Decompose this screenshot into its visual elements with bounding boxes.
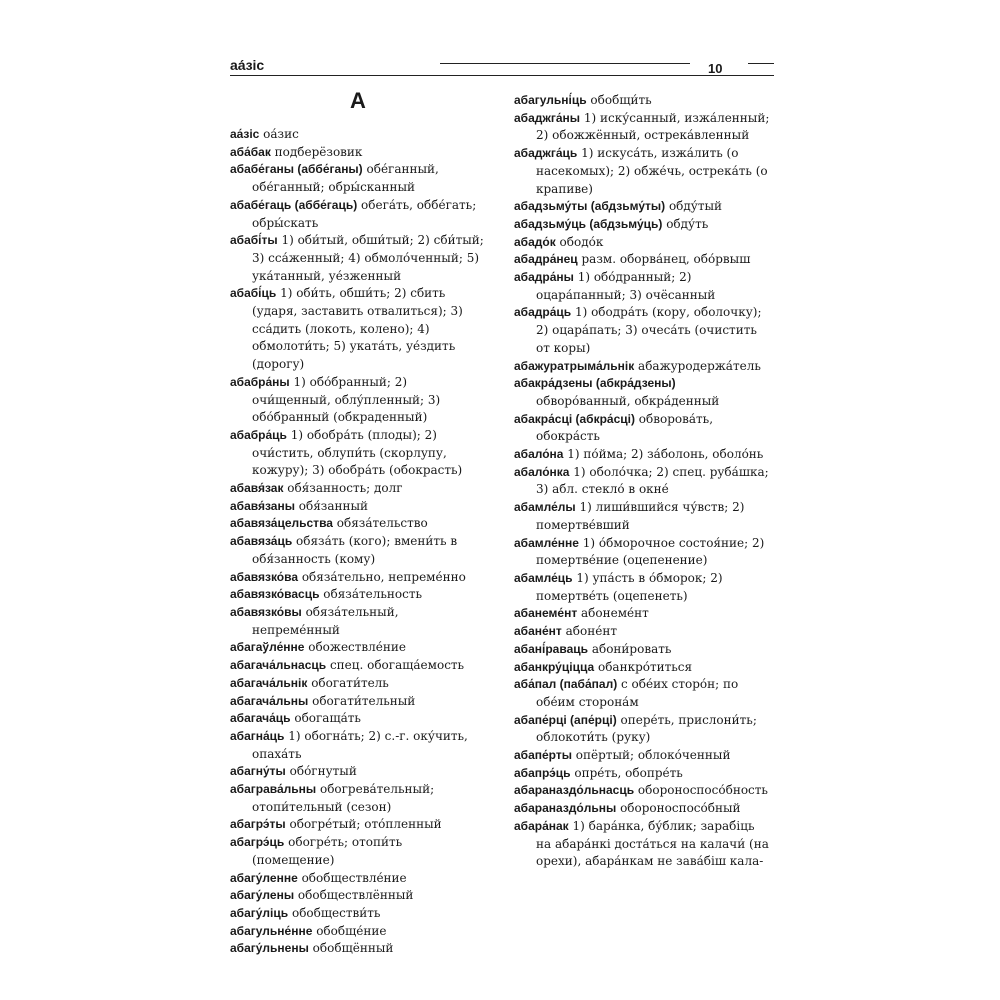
dictionary-entry [230,515,486,533]
dictionary-entry [514,411,770,446]
dictionary-entry [514,269,770,304]
dictionary-entry [514,304,770,357]
dictionary-entry [230,693,486,711]
dictionary-entry [514,623,770,641]
translation: обогре́ть; отопи́ть (помещение) [252,835,403,867]
translation: 1) упа́сть в о́бморок; 2) помертве́ть (оцепенеть) [536,570,723,603]
dictionary-entry [230,285,486,374]
dictionary-entry [230,710,486,728]
translation: обогре́тый; ото́пленный [285,817,442,832]
translation: обе́ганный, обе́ганный; обры́сканный [252,162,439,195]
translation: опере́ть, прислони́ть; облокоти́ть (руку) [536,712,757,745]
headword: абагача́льнасць [230,658,327,673]
translation: обворо́ванный, обкра́денный [536,393,720,408]
headword: абадра́нец [514,252,578,267]
headword: абагульні́ць [514,93,587,107]
headword: абамле́лы [514,500,576,515]
dictionary-entry [230,728,486,763]
dictionary-entry [230,781,486,816]
translation: обобщённый [308,941,394,956]
headword: абагрэ́ты [230,817,286,832]
translation: обороноспосо́бный [616,801,741,816]
dictionary-entry [230,197,486,232]
translation: обду́тый [665,199,723,214]
dictionary-entry [514,499,770,534]
dictionary-entry [514,641,770,659]
headword: аба́бак [230,144,271,159]
dictionary-entry [514,605,770,623]
dictionary-entry [514,92,770,110]
dictionary-entry [230,657,486,675]
translation: 1) о́бморочное состоя́ние; 2) помертве́ние (оцепенение) [536,535,765,568]
translation: абажуродержа́тель [634,358,761,373]
dictionary-entry [514,659,770,677]
translation: 1) обобра́ть (плоды); 2) очи́стить, облупи́ть (скорлупу, кожуру); 3) обобра́ть (обокрасть) [252,427,463,478]
translation: 1) обогна́ть; 2) с.-г. оку́чить, опаха́ть [252,728,468,761]
headword: абараназдо́льны [514,801,617,816]
dictionary-entry [514,234,770,252]
header-rule [230,75,774,76]
dictionary-entry [514,800,770,818]
dictionary-entry [230,144,486,162]
headword: абагну́ты [230,764,286,779]
translation: обобщи́ть [586,93,652,107]
translation: опёртый; облоко́ченный [571,748,731,763]
headword: абагу́ліць [230,905,289,920]
headword: абавязко́вы [230,604,302,619]
translation: 1) искуса́ть, изжа́лить (о насекомых); 2) обже́чь, острека́ть (о крапиве) [536,146,768,196]
dictionary-entry [230,427,486,480]
translation: обогати́тель [307,675,389,690]
translation: обяза́тельный, непреме́нный [252,604,399,637]
dictionary-entry [514,782,770,800]
header-rule-right [748,63,774,64]
headword: абагна́ць [230,728,285,743]
translation: 1) ободра́ть (кору, оболочку); 2) оцара́пать; 3) очеса́ть (очистить от коры) [536,305,762,355]
translation: обяза́тельно, непреме́нно [298,569,466,584]
dictionary-entry [514,535,770,570]
dictionary-entry [514,712,770,747]
headword: абанеме́нт [514,606,578,621]
dictionary-entry [514,446,770,464]
headword: абагульне́нне [230,923,313,938]
headword: абакра́дзены (абкра́дзены) [514,376,676,391]
headword: абало́на [514,447,564,462]
headword: абавязко́ва [230,569,299,584]
translation: с обе́их сторо́н; по обе́им сторона́м [536,677,739,709]
headword: абабе́гаць (аббе́гаць) [230,197,358,212]
dictionary-entry [230,887,486,905]
headword: абанкру́ціцца [514,659,595,674]
headword: абагача́ць [230,711,291,726]
translation: обогаща́ть [290,711,361,726]
headword: абагрэ́ць [230,835,285,850]
translation: 1) по́йма; 2) за́болонь, оболо́нь [563,447,764,462]
translation: обобществле́ние [297,870,407,885]
headword: абадзьму́ць (абдзьму́ць) [514,216,663,231]
headword: абабі́ты [230,233,278,248]
page-number: 10 [708,61,723,76]
dictionary-entry [230,834,486,869]
dictionary-entry [230,675,486,693]
headword: абабе́ганы (аббе́ганы) [230,162,363,177]
dictionary-entry [230,923,486,941]
headword: абадзьму́ты (абдзьму́ты) [514,199,666,214]
dictionary-entry [514,198,770,216]
dictionary-entry [230,126,486,144]
dictionary-entry [230,498,486,516]
dictionary-entry [514,676,770,711]
translation: обя́занный [294,498,369,513]
translation: обя́занность; долг [283,481,403,496]
headword: абане́нт [514,624,562,639]
dictionary-entry [230,816,486,834]
headword: абагу́ленне [230,870,298,885]
translation: обанкро́титься [594,659,693,674]
running-head: аа́зіс [230,57,265,73]
headword: абапе́рці (апе́рці) [514,712,617,727]
translation: 1) оби́тый, обши́тый; 2) сби́тый; 3) сса́женный; 4) обмоло́ченный; 5) ука́танный, уе́зженный [252,233,484,283]
headword: абара́нак [514,818,569,833]
dictionary-entry [514,570,770,605]
headword: абажуратрыма́льнік [514,358,635,373]
dictionary-entry [514,358,770,376]
translation: 1) обо́бранный; 2) очи́щенный, облу́пленный; 3) обо́бранный (обкраденный) [252,374,441,425]
translation: подберёзовик [270,144,363,159]
dictionary-entry [514,216,770,234]
headword: абагача́льны [230,693,309,708]
dictionary-entry [230,480,486,498]
translation: обожествле́ние [304,640,406,655]
translation: обяза́тельство [332,516,428,531]
translation: 1) бара́нка, бу́блик; зараб́іць на абара́нкі доста́ться на калачи́ (на орехи), абара́нкам не зава́біш кала- [536,818,769,869]
translation: обобществлённый [294,888,414,903]
translation: обороноспосо́бность [634,783,768,798]
translation: спец. обогаща́емость [326,658,465,673]
headword: абавя́зак [230,481,284,496]
translation: абонеме́нт [577,606,649,621]
dictionary-entry [514,375,770,410]
translation: обогати́тельный [308,693,416,708]
translation: опре́ть, обопре́ть [570,765,683,780]
headword: абабі́ць [230,286,277,301]
translation: обега́ть, оббе́гать; обры́скать [252,197,477,230]
translation: ободо́к [555,234,604,249]
headword: абаграва́льны [230,782,317,797]
translation: разм. оборва́нец, обо́рвыш [577,252,751,267]
headword: аба́пал (паба́пал) [514,677,618,692]
headword: абабра́ць [230,427,287,442]
headword: абаджга́ны [514,110,581,125]
headword: абадо́к [514,234,556,249]
headword: абамле́ць [514,570,573,585]
dictionary-entry [514,464,770,499]
dictionary-entry [230,374,486,427]
headword: абані́раваць [514,641,588,656]
translation: 1) лиши́вшийся чу́вств; 2) помертве́вший [536,500,745,532]
headword: абабра́ны [230,374,290,389]
headword: абараназдо́льнасць [514,783,635,798]
dictionary-entry [230,905,486,923]
translation: обворова́ть, обокра́сть [536,411,714,444]
dictionary-entry [230,232,486,285]
translation: 1) оби́ть, обши́ть; 2) сбить (ударя, заставить отвалиться); 3) сса́дить (локоть, колено); 4) обмолоти́ть; 5) уката́ть, уе́здить (дорогу) [252,286,463,372]
dictionary-entry [230,870,486,888]
headword: аа́зіс [230,127,260,141]
headword: абадра́ць [514,305,572,320]
dictionary-entry [230,533,486,568]
translation: обду́ть [662,216,709,231]
headword: абавя́заны [230,498,295,513]
translation: 1) оболо́чка; 2) спец. руба́шка; 3) абл. стекло́ в окне́ [536,464,769,497]
dictionary-entry [230,604,486,639]
headword: абаджга́ць [514,146,578,161]
right-column [514,92,770,871]
headword: абамле́нне [514,535,579,550]
translation: обяза́тельность [319,587,422,602]
translation: обогрева́тельный; отопи́тельный (сезон) [252,782,435,814]
dictionary-entry [514,110,770,145]
headword: абагача́льнік [230,675,308,690]
dictionary-entry [514,145,770,198]
translation: абони́ровать [588,641,672,656]
translation: обяза́ть (кого); вмени́ть в обя́занность (кому) [252,534,458,566]
dictionary-entry [514,747,770,765]
left-column [230,126,486,958]
dictionary-entry [230,763,486,781]
dictionary-entry [514,765,770,783]
translation: обо́гнутый [285,764,357,779]
translation: обобществи́ть [288,905,381,920]
section-letter: А [350,88,366,113]
headword: абавяза́цельства [230,516,333,531]
headword: абавяза́ць [230,534,293,549]
dictionary-entry [230,569,486,587]
headword: абало́нка [514,464,570,479]
translation: 1) обо́дранный; 2) оцара́панный; 3) очёсанный [536,270,716,302]
translation: оа́зис [259,127,299,141]
headword: абагу́лены [230,888,295,903]
header-rule-left [440,63,690,64]
translation: обобще́ние [312,923,387,938]
headword: абагу́льнены [230,941,309,956]
headword: абагаўле́нне [230,640,305,655]
dictionary-entry [514,251,770,269]
dictionary-entry [230,940,486,958]
dictionary-entry [230,161,486,196]
translation: 1) иску́санный, изжа́ленный; 2) обожжённый, острека́вленный [536,110,770,143]
translation: абоне́нт [561,624,617,639]
dictionary-entry [230,639,486,657]
headword: абадра́ны [514,270,574,285]
headword: абакра́сці (абкра́сці) [514,411,635,426]
dictionary-entry [230,586,486,604]
dictionary-entry [514,818,770,871]
headword: абапе́рты [514,748,572,763]
headword: абавязко́васць [230,587,320,602]
headword: абапрэ́ць [514,765,571,780]
